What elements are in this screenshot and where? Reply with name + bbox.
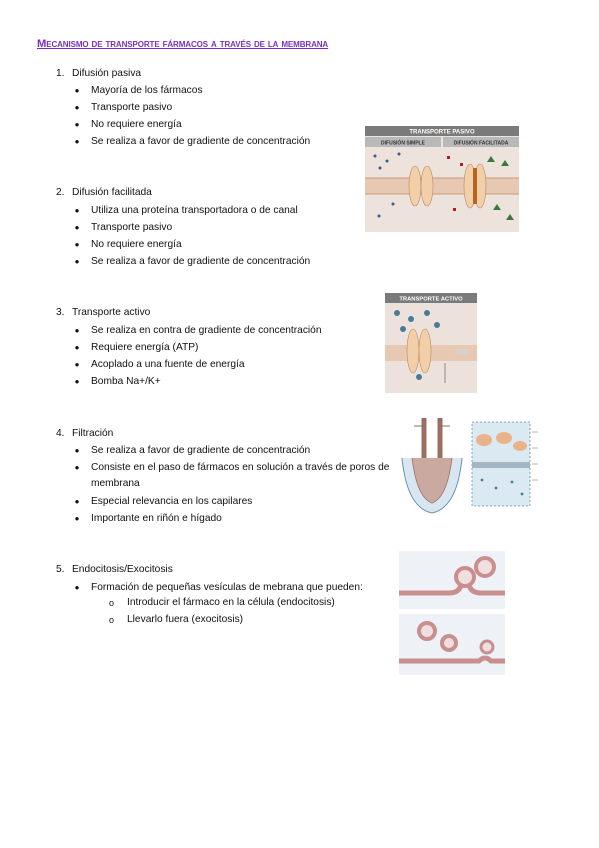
figure-header: TRANSPORTE PASIVO <box>409 129 475 136</box>
list-item: Importante en riñón e hígado <box>91 513 222 524</box>
passive-transport-figure <box>365 126 519 232</box>
figure-column-label: DIFUSIÓN SIMPLE <box>381 140 425 147</box>
section-heading: Endocitosis/Exocitosis <box>72 564 173 575</box>
sub-list-item: Llevarlo fuera (exocitosis) <box>127 614 244 625</box>
bullet-icon: ● <box>74 120 80 129</box>
list-item: Se realiza a favor de gradiente de concentración <box>91 256 311 267</box>
section-number: 2. <box>56 187 65 198</box>
figure-header: TRANSPORTE ACTIVO <box>399 296 463 303</box>
list-item: No requiere energía <box>91 239 182 250</box>
list-item: Se realiza en contra de gradiente de concentración <box>91 325 322 336</box>
circle-bullet-icon: o <box>109 598 115 608</box>
bullet-icon: ● <box>74 137 80 146</box>
list-item: Transporte pasivo <box>91 102 173 113</box>
list-item: Mayoría de los fármacos <box>91 85 203 96</box>
section-heading: Transporte activo <box>72 307 151 318</box>
document-title: Mecanismo de transporte fármacos a través de la membrana <box>37 38 329 50</box>
bullet-icon: ● <box>74 463 80 472</box>
section-heading: Difusión pasiva <box>72 68 142 79</box>
section-heading: Filtración <box>72 428 114 439</box>
section-number: 1. <box>56 68 65 79</box>
section-number: 5. <box>56 564 65 575</box>
list-item: Consiste en el paso de fármacos en solución a través de poros de membrana <box>91 462 390 489</box>
bullet-icon: ● <box>74 103 80 112</box>
bullet-icon: ● <box>74 86 80 95</box>
figure-column-label: DIFUSIÓN FACILITADA <box>453 140 509 147</box>
bullet-icon: ● <box>74 583 80 592</box>
list-item: Especial relevancia en los capilares <box>91 496 253 507</box>
list-item: Requiere energía (ATP) <box>91 342 199 353</box>
bullet-icon: ● <box>74 343 80 352</box>
list-item: Transporte pasivo <box>91 222 173 233</box>
bullet-icon: ● <box>74 206 80 215</box>
bullet-icon: ● <box>74 497 80 506</box>
section-number: 3. <box>56 307 65 318</box>
filtration-figure <box>392 418 552 518</box>
list-item: Se realiza a favor de gradiente de concentración <box>91 136 311 147</box>
list-item: No requiere energía <box>91 119 182 130</box>
list-item: Acoplado a una fuente de energía <box>91 359 245 370</box>
bullet-icon: ● <box>74 446 80 455</box>
sub-list-item: Introducir el fármaco en la célula (endocitosis) <box>127 597 335 608</box>
bullet-icon: ● <box>74 223 80 232</box>
bullet-icon: ● <box>74 514 80 523</box>
list-item: Formación de pequeñas vesículas de mebrana que pueden: <box>91 582 363 593</box>
bullet-icon: ● <box>74 377 80 386</box>
bullet-icon: ● <box>74 360 80 369</box>
list-item: Utiliza una proteína transportadora o de canal <box>91 205 298 216</box>
list-item: Bomba Na+/K+ <box>91 376 161 387</box>
section-number: 4. <box>56 428 65 439</box>
bullet-icon: ● <box>74 257 80 266</box>
list-item: Se realiza a favor de gradiente de concentración <box>91 445 311 456</box>
active-transport-figure <box>385 293 477 393</box>
bullet-icon: ● <box>74 240 80 249</box>
bullet-icon: ● <box>74 326 80 335</box>
endocytosis-figure <box>399 551 505 675</box>
section-heading: Difusión facilitada <box>72 187 152 198</box>
circle-bullet-icon: o <box>109 615 115 625</box>
